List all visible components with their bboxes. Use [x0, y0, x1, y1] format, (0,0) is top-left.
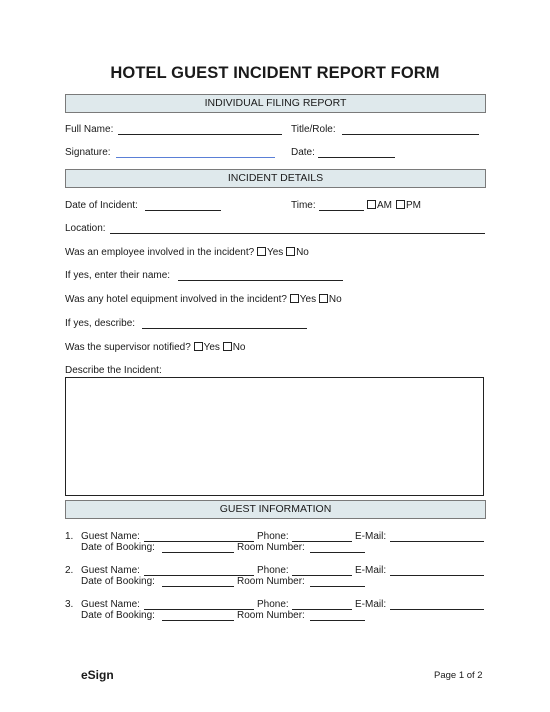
guest-1-booking-field[interactable]: [162, 552, 234, 553]
equipment-yes-label: Yes: [299, 294, 317, 305]
guest-2-room-field[interactable]: [310, 586, 365, 587]
equipment-yes-checkbox[interactable]: [290, 294, 299, 303]
employee-name-label: If yes, enter their name:: [65, 270, 171, 281]
pm-checkbox[interactable]: [396, 200, 405, 209]
location-label: Location:: [65, 223, 106, 234]
guest-2-number: 2.: [65, 565, 74, 576]
signature-field[interactable]: [116, 157, 275, 158]
guest-2-booking-field[interactable]: [162, 586, 234, 587]
guest-3-email-label: E-Mail:: [355, 599, 387, 610]
location-field[interactable]: [110, 233, 485, 234]
guest-1-email-field[interactable]: [390, 541, 484, 542]
am-checkbox[interactable]: [367, 200, 376, 209]
section-header-filing: INDIVIDUAL FILING REPORT: [65, 94, 486, 113]
guest-2-booking-label: Date of Booking:: [81, 576, 155, 587]
describe-short-label: If yes, describe:: [65, 318, 136, 329]
guest-1-name-label: Guest Name:: [81, 531, 140, 542]
guest-3-room-label: Room Number:: [237, 610, 305, 621]
title-role-field[interactable]: [342, 134, 479, 135]
guest-2-name-label: Guest Name:: [81, 565, 140, 576]
supervisor-no-checkbox[interactable]: [223, 342, 232, 351]
equipment-question-text: Was any hotel equipment involved in the incident?: [65, 294, 287, 305]
guest-3-booking-label: Date of Booking:: [81, 610, 155, 621]
guest-2-phone-label: Phone:: [257, 565, 289, 576]
date-field[interactable]: [318, 157, 395, 158]
guest-1-phone-label: Phone:: [257, 531, 289, 542]
pm-option[interactable]: [396, 200, 421, 211]
page-number: Page 1 of 2: [434, 670, 483, 681]
guest-2-email-field[interactable]: [390, 575, 484, 576]
supervisor-yes-checkbox[interactable]: [194, 342, 203, 351]
employee-no-checkbox[interactable]: [286, 247, 295, 256]
signature-label: Signature:: [65, 147, 111, 158]
equipment-question: [65, 294, 342, 305]
guest-1-room-label: Room Number:: [237, 542, 305, 553]
guest-2-email-label: E-Mail:: [355, 565, 387, 576]
form-title: HOTEL GUEST INCIDENT REPORT FORM: [110, 64, 440, 82]
employee-yes-checkbox[interactable]: [257, 247, 266, 256]
guest-1-booking-label: Date of Booking:: [81, 542, 155, 553]
am-option[interactable]: [367, 200, 392, 211]
supervisor-question: [65, 342, 246, 353]
section-header-incident: INCIDENT DETAILS: [65, 169, 486, 188]
employee-question: [65, 247, 309, 258]
guest-3-number: 3.: [65, 599, 74, 610]
section-header-guest: GUEST INFORMATION: [65, 500, 486, 519]
full-name-label: Full Name:: [65, 124, 114, 135]
guest-3-name-label: Guest Name:: [81, 599, 140, 610]
date-label: Date:: [291, 147, 315, 158]
time-label: Time:: [291, 200, 316, 211]
am-label: AM: [377, 200, 392, 211]
guest-1-number: 1.: [65, 531, 74, 542]
full-name-field[interactable]: [118, 134, 282, 135]
date-of-incident-label: Date of Incident:: [65, 200, 138, 211]
employee-question-text: Was an employee involved in the incident?: [65, 247, 255, 258]
equipment-no-checkbox[interactable]: [319, 294, 328, 303]
supervisor-yes-label: Yes: [203, 342, 220, 353]
guest-3-phone-label: Phone:: [257, 599, 289, 610]
supervisor-question-text: Was the supervisor notified?: [65, 342, 191, 353]
guest-1-room-field[interactable]: [310, 552, 365, 553]
employee-no-label: No: [296, 247, 309, 258]
guest-3-room-field[interactable]: [310, 620, 365, 621]
describe-short-field[interactable]: [142, 328, 307, 329]
esign-logo: eSign: [81, 668, 114, 682]
describe-incident-label: Describe the Incident:: [65, 365, 162, 376]
guest-3-booking-field[interactable]: [162, 620, 234, 621]
date-of-incident-field[interactable]: [145, 210, 221, 211]
guest-2-room-label: Room Number:: [237, 576, 305, 587]
guest-1-email-label: E-Mail:: [355, 531, 387, 542]
employee-name-field[interactable]: [178, 280, 343, 281]
pm-label: PM: [406, 200, 421, 211]
equipment-no-label: No: [328, 294, 342, 305]
employee-yes-label: Yes: [266, 247, 284, 258]
title-role-label: Title/Role:: [291, 124, 336, 135]
time-field[interactable]: [319, 210, 364, 211]
guest-3-email-field[interactable]: [390, 609, 484, 610]
supervisor-no-label: No: [232, 342, 246, 353]
describe-incident-textarea[interactable]: [65, 377, 484, 496]
